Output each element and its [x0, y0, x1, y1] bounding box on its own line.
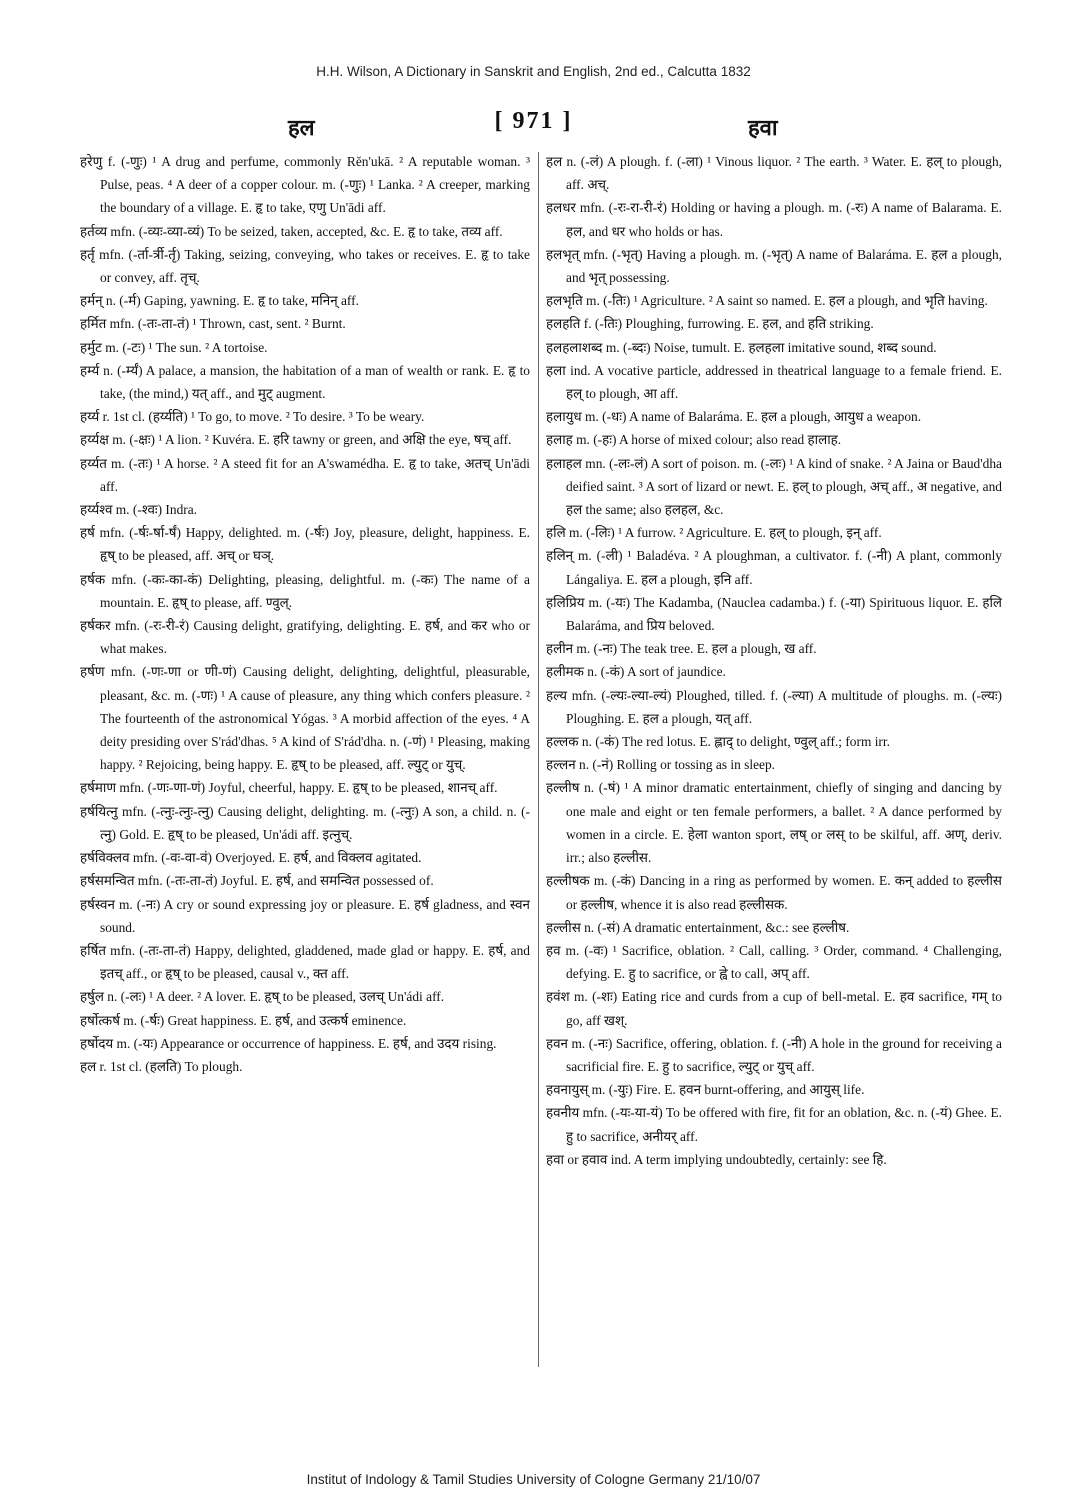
dictionary-entry: हलिन् m. (-ली) ¹ Baladéva. ² A ploughman, a cultivator. f. (-नी) A plant, commonly Lángaliya. E. हल a plough, इनि aff.	[546, 548, 1002, 587]
dictionary-entry: हर्षस्वन m. (-नः) A cry or sound expressing joy or pleasure. E. हर्ष gladness, and स्वन sound.	[80, 896, 530, 935]
dictionary-entry: हलाह m. (-हः) A horse of mixed colour; also read हालाह.	[546, 432, 842, 448]
dictionary-entry: हव m. (-वः) ¹ Sacrifice, oblation. ² Call, calling. ³ Order, command. ⁴ Challenging, defying. E. हु to sacrifice, or ह्वे to call, अप् aff.	[546, 942, 1002, 982]
dictionary-entry: हलीन m. (-नः) The teak tree. E. हल a plough, ख aff.	[546, 641, 817, 657]
dictionary-entry: हर्षक mfn. (-कः-का-कं) Delighting, pleasing, delightful. m. (-कः) The name of a mountain. E. हृष् to please, aff. ण्वुल्.	[80, 571, 530, 610]
dictionary-entry: हलाहल mn. (-लः-लं) A sort of poison. m. (-लः) ¹ A kind of snake. ² A Jaina or Baud'dha deified saint. ³ A sort of lizard or newt. E. हल् to plough, अच् aff., अ negative, and हल the same; also हलहल, &c.	[546, 455, 1002, 518]
left-header-word: हल	[288, 115, 315, 141]
dictionary-entry: हर्तृ mfn. (-र्ता-र्त्री-र्तृ) Taking, seizing, conveying, who takes or receives. E. हृ to take or convey, aff. तृच्.	[80, 246, 530, 286]
dictionary-entry: हर्मित mfn. (-तः-ता-तं) ¹ Thrown, cast, sent. ² Burnt.	[80, 316, 346, 332]
dictionary-entry: हल r. 1st cl. (हलति) To plough.	[80, 1058, 243, 1074]
dictionary-entry: हर्ष mfn. (-र्षः-र्षा-र्षं) Happy, delighted. m. (-र्षः) Joy, pleasure, delight, happiness. E. हृष् to be pleased, aff. अच् or घञ्.	[80, 525, 530, 564]
dictionary-entry: हलि m. (-लिः) ¹ A furrow. ² Agriculture. E. हल् to plough, इन् aff.	[546, 525, 882, 541]
dictionary-entry: हर्षोत्कर्ष m. (-र्षः) Great happiness. E. हर्ष, and उत्कर्ष eminence.	[80, 1012, 407, 1028]
dictionary-entry: हर्य्य r. 1st cl. (हर्य्यति) ¹ To go, to move. ² To desire. ³ To be weary.	[80, 409, 425, 425]
left-column	[80, 150, 530, 1078]
dictionary-entry: हर्तव्य mfn. (-व्यः-व्या-व्यं) To be seized, taken, accepted, &c. E. हृ to take, तव्य aff.	[80, 223, 503, 239]
dictionary-entry: हवनीय mfn. (-यः-या-यं) To be offered with fire, fit for an oblation, &c. n. (-यं) Ghee. E. हु to sacrifice, अनीयर् aff.	[546, 1105, 1002, 1144]
dictionary-entry: हर्षोदय m. (-यः) Appearance or occurrence of happiness. E. हर्ष, and उदय rising.	[80, 1035, 497, 1051]
dictionary-entry: हलिप्रिय m. (-यः) The Kadamba, (Nauclea cadamba.) f. (-या) Spirituous liquor. E. हलि Balaráma, and प्रिय beloved.	[546, 594, 1002, 634]
dictionary-entry: हरेणु f. (-णुः) ¹ A drug and perfume, commonly Rĕn'ukā. ² A reputable woman. ³ Pulse, peas. ⁴ A deer of a copper colour. m. (-णुः) ¹ Lanka. ² A creeper, marking the boundary of a village. E. हृ to take, एणु Un'ādi aff.	[80, 154, 530, 216]
dictionary-entry: हलायुध m. (-धः) A name of Balaráma. E. हल a plough, आयुध a weapon.	[546, 409, 922, 425]
dictionary-entry: हर्षविक्लव mfn. (-वः-वा-वं) Overjoyed. E. हर्ष, and विक्लव agitated.	[80, 850, 422, 866]
right-column	[546, 150, 1002, 1171]
dictionary-entry: हल्लीषक m. (-कं) Dancing in a ring as performed by women. E. कन् added to हल्लीस or हल्लीष, whence it is also read हल्लीसक.	[546, 873, 1002, 912]
dictionary-entry: हवा or हवाव ind. A term implying undoubtedly, certainly: see हि.	[546, 1151, 887, 1167]
footer-credit: Institut of Indology & Tamil Studies University of Cologne Germany 21/10/07	[306, 1472, 761, 1487]
dictionary-entry: हर्म्य n. (-र्म्यं) A palace, a mansion, the habitation of a man of wealth or rank. E. हृ to take, (the mind,) यत् aff., and मुट् augment.	[80, 362, 530, 402]
dictionary-entry: हर्षसमन्वित mfn. (-तः-ता-तं) Joyful. E. हर्ष, and समन्वित possessed of.	[80, 873, 434, 889]
dictionary-entry: हर्मन् n. (-र्म) Gaping, yawning. E. हृ to take, मनिन् aff.	[80, 293, 359, 309]
dictionary-entry: हला ind. A vocative particle, addressed in theatrical language to a female friend. E. हल् to plough, आ aff.	[546, 362, 1002, 402]
column-divider	[538, 152, 539, 1367]
dictionary-entry: हलहलाशब्द m. (-ब्दः) Noise, tumult. E. हलहला imitative sound, शब्द sound.	[546, 339, 937, 355]
dictionary-entry: हर्षयित्नु mfn. (-त्नुः-त्नुः-त्नु) Causing delight, delighting. m. (-त्नुः) A son, a child. n. (-त्नु) Gold. E. हृष् to be pleased, Un'ádi aff. इत्नुच्.	[80, 803, 530, 842]
dictionary-entry: हर्मुट m. (-टः) ¹ The sun. ² A tortoise.	[80, 339, 268, 355]
dictionary-entry: हर्षमाण mfn. (-णः-णा-णं) Joyful, cheerful, happy. E. हृष् to be pleased, शानच् aff.	[80, 780, 498, 796]
dictionary-entry: हर्षित mfn. (-तः-ता-तं) Happy, delighted, gladdened, made glad or happy. E. हर्ष, and इतच् aff., or हृष् to be pleased, causal v., क्त aff.	[80, 942, 530, 982]
dictionary-entry: हल्लीष n. (-षं) ¹ A minor dramatic entertainment, chiefly of singing and dancing by one male and eight or ten female performers, a ballet. ² A dance performed by women in a circle. E. हेला wanton sport, लष् or लस् to be skilful, aff. अण्, deriv. irr.; also हल्लीस.	[546, 780, 1002, 866]
right-header-word: हवा	[748, 115, 778, 141]
source-citation: H.H. Wilson, A Dictionary in Sanskrit and English, 2nd ed., Calcutta 1832	[316, 64, 751, 79]
dictionary-entry: हवंश m. (-शः) Eating rice and curds from a cup of bell-metal. E. हव sacrifice, गम् to go, aff खश्.	[546, 989, 1002, 1028]
dictionary-entry: हल्य mfn. (-ल्यः-ल्या-ल्यं) Ploughed, tilled. f. (-ल्या) A multitude of ploughs. m. (-ल्यः) Ploughing. E. हल a plough, यत् aff.	[546, 687, 1002, 726]
dictionary-entry: हर्षण mfn. (-णः-णा or णी-णं) Causing delight, delighting, delightful, pleasurable, pleasant, &c. m. (-णः) ¹ A cause of pleasure, any thing which confers pleasure. ² The fourteenth of the astronomical Yógas. ³ A morbid affection of the eyes. ⁴ A deity presiding over S'rád'dhas. ⁵ A kind of S'rád'dha. n. (-णं) ¹ Pleasing, making happy. ² Rejoicing, being happy. E. हृष् to be pleased, aff. ल्युट् or युच्.	[80, 664, 530, 773]
dictionary-entry: हल्लन n. (-नं) Rolling or tossing as in sleep.	[546, 757, 776, 773]
dictionary-entry: हर्षकर mfn. (-रः-री-रं) Causing delight, gratifying, delighting. E. हर्ष, and कर who or what makes.	[80, 618, 530, 657]
dictionary-entry: हल्लक n. (-कं) The red lotus. E. ह्लाद् to delight, ण्वुल् aff.; form irr.	[546, 734, 890, 750]
dictionary-entry: हवन m. (-नः) Sacrifice, offering, oblation. f. (-नी) A hole in the ground for receiving a sacrificial fire. E. हु to sacrifice, ल्युट् or युच् aff.	[546, 1035, 1002, 1074]
dictionary-entry: हलभृति m. (-तिः) ¹ Agriculture. ² A saint so named. E. हल a plough, and भृति having.	[546, 293, 988, 309]
dictionary-entry: हर्षुल n. (-लः) ¹ A deer. ² A lover. E. हृष् to be pleased, उलच् Un'ádi aff.	[80, 989, 445, 1005]
dictionary-entry: हर्य्यत m. (-तः) ¹ A horse. ² A steed fit for an A'swamédha. E. हृ to take, अतच् Un'ādi aff.	[80, 455, 530, 494]
dictionary-entry: हल n. (-लं) A plough. f. (-ला) ¹ Vinous liquor. ² The earth. ³ Water. E. हल् to plough, aff. अच्.	[546, 154, 1002, 193]
dictionary-entry: हलधर mfn. (-रः-रा-री-रं) Holding or having a plough. m. (-रः) A name of Balarama. E. हल, and धर who holds or has.	[546, 200, 1002, 239]
dictionary-entry: हवनायुस् m. (-युः) Fire. E. हवन burnt-offering, and आयुस् life.	[546, 1082, 865, 1098]
dictionary-entry: हर्य्यक्ष m. (-क्षः) ¹ A lion. ² Kuvéra. E. हरि tawny or green, and अक्षि the eye, षच् aff.	[80, 432, 512, 448]
dictionary-entry: हलहति f. (-तिः) Ploughing, furrowing. E. हल, and हति striking.	[546, 316, 874, 332]
dictionary-entry: हलीमक n. (-कं) A sort of jaundice.	[546, 664, 726, 680]
dictionary-entry: हर्य्यश्व m. (-श्वः) Indra.	[80, 502, 198, 518]
dictionary-entry: हलभृत् mfn. (-भृत्) Having a plough. m. (-भृत्) A name of Balaráma. E. हल a plough, and भृत् possessing.	[546, 246, 1002, 286]
page-number: [ 971 ]	[494, 108, 573, 134]
dictionary-entry: हल्लीस n. (-सं) A dramatic entertainment, &c.: see हल्लीष.	[546, 919, 850, 935]
